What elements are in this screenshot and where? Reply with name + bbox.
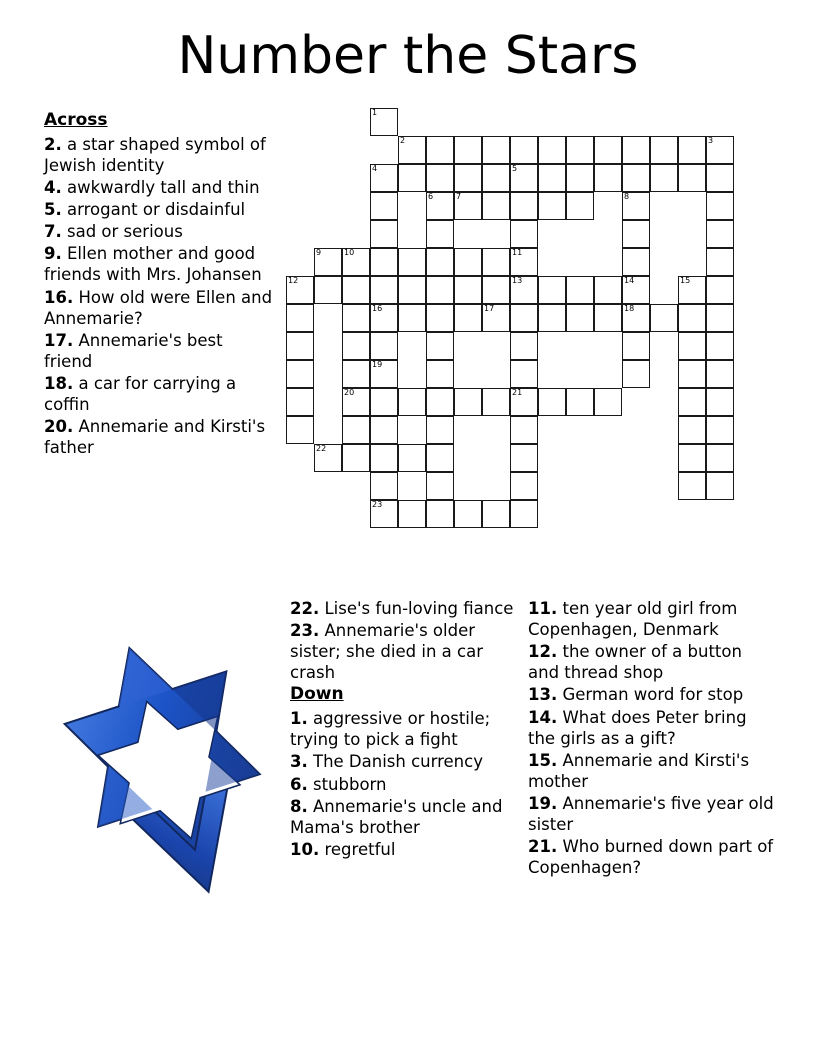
clue-text: a car for carrying a coffin [44,373,237,415]
grid-cell-number: 13 [512,276,523,285]
grid-cell[interactable] [510,304,538,332]
grid-cell[interactable] [454,192,482,220]
grid-cell[interactable] [398,276,426,304]
clue-down-1 [290,708,522,750]
grid-cell[interactable] [482,136,510,164]
grid-cell[interactable] [342,304,370,332]
grid-cell[interactable] [678,472,706,500]
star-of-david-icon [40,620,298,920]
clue-text: arrogant or disdainful [61,200,246,220]
clue-text: Annemarie's older sister; she died in a car crash [290,621,483,683]
grid-cell[interactable] [370,360,398,388]
clue-text: a star shaped symbol of Jewish identity [44,134,266,175]
clue-text: Annemarie and Kirsti's mother [528,750,750,791]
grid-cell[interactable] [510,276,538,304]
grid-cell[interactable] [454,388,482,416]
grid-cell[interactable] [426,248,454,276]
clue-text: awkwardly tall and thin [61,177,260,197]
clue-number: 2. [44,134,62,154]
grid-cell[interactable] [426,164,454,192]
clue-down-19 [528,793,778,835]
clue-text: aggressive or hostile; trying to pick a fight [290,709,491,750]
grid-cell[interactable] [566,304,594,332]
middle-clue-column [290,598,522,861]
grid-cell[interactable] [566,388,594,416]
grid-cell[interactable] [510,248,538,276]
grid-cell[interactable] [678,388,706,416]
grid-cell[interactable] [706,332,734,360]
grid-cell[interactable] [538,164,566,192]
clue-across-23 [290,620,522,683]
clue-across-17 [44,330,276,372]
clue-down-10 [290,839,522,860]
grid-cell[interactable] [370,472,398,500]
grid-cell[interactable] [538,388,566,416]
clue-across-5 [44,199,276,220]
grid-cell-number: 20 [344,388,355,397]
grid-cell[interactable] [594,276,622,304]
clue-across-16 [44,287,276,329]
clue-across-7 [44,221,276,242]
grid-cell-number: 23 [372,500,383,509]
grid-cell[interactable] [286,276,314,304]
grid-cell[interactable] [398,444,426,472]
grid-cell-number: 22 [316,444,327,453]
grid-cell-number: 15 [680,276,691,285]
grid-cell[interactable] [342,332,370,360]
grid-cell[interactable] [510,192,538,220]
grid-cell[interactable] [370,500,398,528]
grid-cell[interactable] [426,416,454,444]
grid-cell-number: 17 [484,304,495,313]
clue-number: 13. [528,685,558,705]
grid-cell[interactable] [398,164,426,192]
grid-cell[interactable] [706,304,734,332]
clue-text: Lise's fun-loving fiance [319,599,514,618]
clue-number: 3. [290,752,308,772]
grid-cell[interactable] [678,332,706,360]
grid-cell[interactable] [510,136,538,164]
clue-number: 11. [528,599,558,618]
grid-cell[interactable] [314,444,342,472]
grid-cell-number: 6 [428,192,434,201]
grid-cell[interactable] [482,192,510,220]
grid-cell[interactable] [622,276,650,304]
clue-text: What does Peter bring the girls as a gift? [528,707,747,748]
grid-cell[interactable] [510,472,538,500]
grid-cell[interactable] [706,388,734,416]
clue-number: 23. [290,621,320,641]
clue-number: 14. [528,707,558,727]
clue-number: 18. [44,373,74,393]
grid-cell[interactable] [426,500,454,528]
clue-text: sad or serious [61,222,183,242]
grid-cell[interactable] [342,360,370,388]
clue-number: 15. [528,750,558,770]
grid-cell-number: 14 [624,276,635,285]
grid-cell[interactable] [370,220,398,248]
clue-number: 6. [290,774,308,794]
grid-cell[interactable] [314,276,342,304]
grid-cell[interactable] [398,500,426,528]
grid-cell[interactable] [678,444,706,472]
clue-number: 20. [44,417,74,437]
grid-cell[interactable] [370,192,398,220]
grid-cell[interactable] [510,164,538,192]
grid-cell[interactable] [426,220,454,248]
grid-cell[interactable] [398,248,426,276]
clue-number: 17. [44,330,74,350]
clue-number: 1. [290,709,308,729]
grid-cell[interactable] [510,444,538,472]
grid-cell[interactable] [482,276,510,304]
grid-cell-number: 18 [624,304,635,313]
grid-cell[interactable] [426,276,454,304]
grid-cell[interactable] [622,332,650,360]
grid-cell[interactable] [426,360,454,388]
clue-text: the owner of a button and thread shop [528,642,742,683]
grid-cell-number: 21 [512,388,523,397]
grid-cell[interactable] [566,136,594,164]
clue-text: regretful [319,839,396,859]
grid-cell[interactable] [538,192,566,220]
grid-cell[interactable] [706,416,734,444]
clue-number: 4. [44,177,62,197]
grid-cell[interactable] [678,276,706,304]
grid-cell[interactable] [454,500,482,528]
clue-down-8 [290,796,522,838]
grid-cell[interactable] [286,416,314,444]
clue-down-15 [528,750,778,792]
grid-cell[interactable] [426,472,454,500]
grid-cell[interactable] [706,192,734,220]
grid-cell[interactable] [286,332,314,360]
grid-cell[interactable] [482,164,510,192]
grid-cell[interactable] [342,388,370,416]
grid-cell[interactable] [566,276,594,304]
grid-cell[interactable] [426,444,454,472]
grid-cell[interactable] [314,248,342,276]
grid-cell[interactable] [370,276,398,304]
grid-cell[interactable] [454,136,482,164]
grid-cell[interactable] [454,304,482,332]
down-heading: Down [290,684,344,705]
page-title: Number the Stars [177,26,639,86]
grid-cell[interactable] [342,416,370,444]
clue-text: Annemarie's five year old sister [528,793,774,835]
clue-text: How old were Ellen and Annemarie? [44,287,273,328]
clue-number: 10. [290,839,320,859]
clue-text: ten year old girl from Copenhagen, Denmark [528,599,738,640]
clue-text: Annemarie and Kirsti's father [44,417,266,458]
grid-cell-number: 5 [512,164,518,173]
grid-cell-number: 3 [708,136,714,145]
grid-cell[interactable] [594,164,622,192]
clue-across-2 [44,134,276,176]
clue-number: 16. [44,287,74,307]
grid-cell[interactable] [622,304,650,332]
clue-text: Ellen mother and good friends with Mrs. Johansen [44,244,262,285]
clue-down-14 [528,707,778,749]
grid-cell[interactable] [510,388,538,416]
grid-cell[interactable] [398,304,426,332]
grid-cell[interactable] [370,416,398,444]
grid-cell[interactable] [370,108,398,136]
grid-cell[interactable] [538,304,566,332]
grid-cell[interactable] [538,136,566,164]
grid-cell[interactable] [370,444,398,472]
grid-cell[interactable] [398,136,426,164]
clue-number: 5. [44,200,62,220]
grid-cell[interactable] [482,304,510,332]
clue-down-3 [290,751,522,772]
grid-cell[interactable] [706,444,734,472]
grid-cell[interactable] [706,360,734,388]
clue-text: Annemarie's best friend [44,330,223,371]
grid-cell-number: 7 [456,192,462,201]
across-clue-column [44,110,276,459]
clue-across-18 [44,373,276,415]
grid-cell-number: 8 [624,192,630,201]
grid-cell[interactable] [650,164,678,192]
grid-cell-number: 12 [288,276,299,285]
grid-cell[interactable] [286,304,314,332]
grid-cell[interactable] [482,388,510,416]
clue-number: 12. [528,642,558,662]
grid-cell[interactable] [706,472,734,500]
grid-cell[interactable] [398,388,426,416]
grid-cell[interactable] [622,136,650,164]
grid-cell[interactable] [706,164,734,192]
grid-cell[interactable] [510,416,538,444]
grid-cell[interactable] [622,164,650,192]
grid-cell[interactable] [594,304,622,332]
grid-cell[interactable] [650,136,678,164]
grid-cell-number: 16 [372,304,383,313]
grid-cell[interactable] [706,136,734,164]
clue-across-4 [44,177,276,198]
grid-cell[interactable] [482,248,510,276]
grid-cell[interactable] [622,360,650,388]
grid-cell-number: 4 [372,164,378,173]
grid-cell[interactable] [370,248,398,276]
clue-text: Annemarie's uncle and Mama's brother [290,796,503,837]
grid-cell-number: 11 [512,248,523,257]
grid-cell-number: 9 [316,248,322,257]
grid-cell[interactable] [706,276,734,304]
grid-cell[interactable] [706,248,734,276]
grid-cell[interactable] [426,192,454,220]
grid-cell[interactable] [342,276,370,304]
grid-cell[interactable] [622,220,650,248]
grid-cell[interactable] [538,276,566,304]
grid-cell[interactable] [454,248,482,276]
grid-cell[interactable] [510,500,538,528]
clue-number: 7. [44,222,62,242]
grid-cell[interactable] [594,136,622,164]
grid-cell[interactable] [594,388,622,416]
grid-cell[interactable] [286,360,314,388]
clue-text: The Danish currency [307,752,483,772]
clue-down-6 [290,774,522,795]
clue-down-12 [528,641,778,683]
grid-cell[interactable] [454,164,482,192]
clue-number: 9. [44,244,62,264]
grid-cell[interactable] [510,332,538,360]
crossword-grid[interactable] [286,108,786,588]
grid-cell[interactable] [510,220,538,248]
clue-across-9 [44,243,276,285]
grid-cell[interactable] [426,136,454,164]
grid-cell[interactable] [566,192,594,220]
grid-cell[interactable] [678,360,706,388]
grid-cell[interactable] [426,332,454,360]
grid-cell[interactable] [370,304,398,332]
grid-cell[interactable] [706,220,734,248]
clue-number: 8. [290,796,308,816]
grid-cell[interactable] [286,388,314,416]
clue-number: 22. [290,599,320,618]
grid-cell-number: 1 [372,108,378,117]
clue-across-22 [290,598,522,619]
clue-text: German word for stop [557,685,744,705]
grid-cell[interactable] [678,136,706,164]
grid-cell[interactable] [678,416,706,444]
clue-number: 21. [528,837,558,857]
clue-text: Who burned down part of Copenhagen? [528,837,774,878]
grid-cell[interactable] [678,164,706,192]
down-clue-column-right [528,598,778,879]
grid-cell[interactable] [566,164,594,192]
clue-text: stubborn [307,774,387,794]
clue-down-11 [528,598,778,640]
grid-cell[interactable] [622,192,650,220]
clue-down-13 [528,684,778,705]
clue-across-20 [44,416,276,458]
grid-cell[interactable] [678,304,706,332]
grid-cell[interactable] [650,304,678,332]
grid-cell[interactable] [342,248,370,276]
grid-cell[interactable] [426,304,454,332]
grid-cell[interactable] [510,360,538,388]
grid-cell[interactable] [370,388,398,416]
grid-cell-number: 10 [344,248,355,257]
grid-cell[interactable] [454,276,482,304]
grid-cell[interactable] [426,388,454,416]
grid-cell[interactable] [370,164,398,192]
grid-cell-number: 19 [372,360,383,369]
grid-cell[interactable] [342,444,370,472]
grid-cell[interactable] [482,500,510,528]
grid-cell[interactable] [622,248,650,276]
clue-number: 19. [528,793,558,813]
across-heading: Across [44,110,108,130]
grid-cell-number: 2 [400,136,406,145]
clue-down-21 [528,836,778,878]
grid-cell[interactable] [370,332,398,360]
